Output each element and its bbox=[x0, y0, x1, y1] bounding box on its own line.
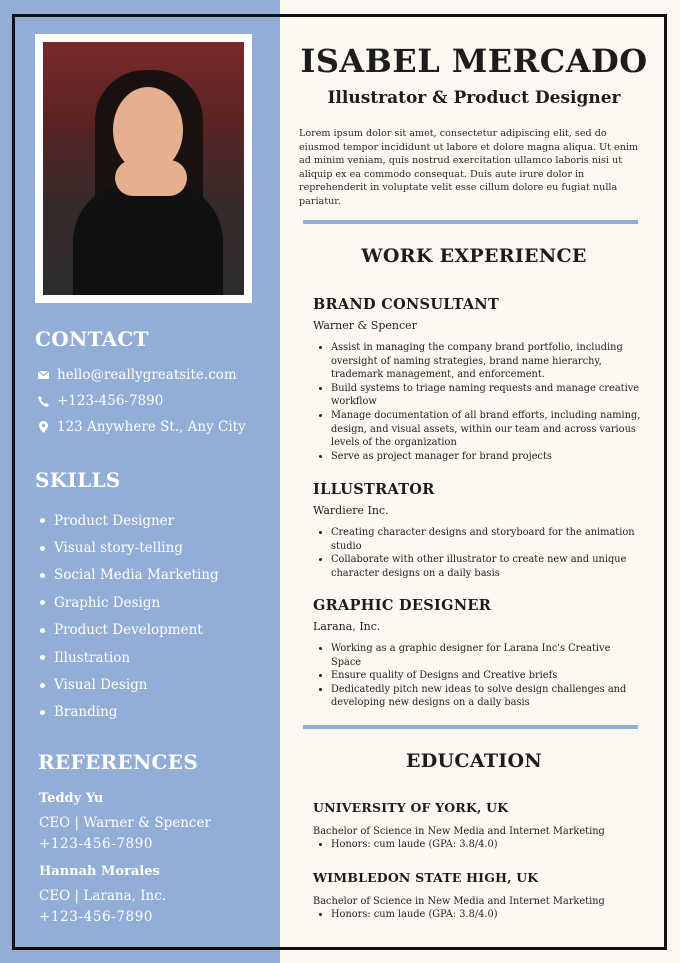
job-bullet: • Build systems to triage naming requests and manage creative workflow bbox=[331, 382, 643, 409]
honors: • Honors: cum laude (GPA: 3.8/4.0) bbox=[331, 908, 643, 922]
address-text: 123 Anywhere St., Any City bbox=[57, 419, 246, 435]
job-company: Warner & Spencer bbox=[313, 319, 417, 332]
education-heading: EDUCATION bbox=[406, 750, 542, 772]
honors: • Honors: cum laude (GPA: 3.8/4.0) bbox=[331, 838, 643, 852]
job-title: BRAND CONSULTANT bbox=[313, 296, 500, 313]
job-title: ILLUSTRATOR bbox=[313, 481, 435, 498]
job-bullet: • Manage documentation of all brand efforts, including naming, design, and visual assets, within our team and across various levels of the organization bbox=[331, 409, 643, 450]
skill-item: Product Designer bbox=[40, 507, 219, 534]
job-bullet: • Serve as project manager for brand projects bbox=[331, 450, 643, 464]
skill-item: Social Media Marketing bbox=[40, 562, 219, 589]
job-bullet: • Creating character designs and storyboard for the animation studio bbox=[331, 526, 643, 553]
skill-item: Visual Design bbox=[40, 671, 219, 698]
job-bullet: • Assist in managing the company brand portfolio, including oversight of naming strategies, brand name hierarchy, trademark management, and enforcement. bbox=[331, 341, 643, 382]
reference-phone: +123-456-7890 bbox=[39, 909, 154, 925]
job-bullet: • Ensure quality of Designs and Creative briefs bbox=[331, 669, 643, 683]
reference-phone: +123-456-7890 bbox=[39, 836, 154, 852]
job-bullet: • Collaborate with other illustrator to create new and unique character designs on a daily basis bbox=[331, 553, 643, 580]
reference-title: CEO | Warner & Spencer bbox=[39, 815, 211, 831]
reference-title: CEO | Larana, Inc. bbox=[39, 888, 167, 904]
reference-name: Hannah Morales bbox=[39, 864, 160, 879]
reference-name: Teddy Yu bbox=[39, 791, 104, 806]
job-title: GRAPHIC DESIGNER bbox=[313, 597, 492, 614]
school-name: UNIVERSITY OF YORK, UK bbox=[313, 800, 509, 815]
page-border bbox=[12, 14, 667, 950]
job-company: Larana, Inc. bbox=[313, 620, 381, 633]
school-name: WIMBLEDON STATE HIGH, UK bbox=[313, 870, 539, 885]
skill-item: Visual story-telling bbox=[40, 534, 219, 561]
work-experience-heading: WORK EXPERIENCE bbox=[361, 245, 587, 267]
email-text: hello@reallygreatsite.com bbox=[57, 367, 237, 383]
job-bullet: • Working as a graphic designer for Larana Inc's Creative Space bbox=[331, 642, 643, 669]
degree: Bachelor of Science in New Media and Internet Marketing bbox=[313, 826, 605, 837]
phone-text: +123-456-7890 bbox=[57, 393, 164, 409]
job-company: Wardiere Inc. bbox=[313, 504, 389, 517]
degree: Bachelor of Science in New Media and Internet Marketing bbox=[313, 896, 605, 907]
skill-item: Branding bbox=[40, 699, 219, 726]
skills-heading: SKILLS bbox=[35, 468, 121, 492]
contact-heading: CONTACT bbox=[35, 327, 149, 351]
references-heading: REFERENCES bbox=[38, 750, 199, 774]
skill-item: Graphic Design bbox=[40, 589, 219, 616]
candidate-role: Illustrator & Product Designer bbox=[327, 88, 621, 108]
skill-item: Illustration bbox=[40, 644, 219, 671]
job-bullet: • Dedicatedly pitch new ideas to solve design challenges and developing new designs on a daily basis bbox=[331, 683, 643, 710]
candidate-name: ISABEL MERCADO bbox=[300, 42, 648, 80]
intro-paragraph: Lorem ipsum dolor sit amet, consectetur adipiscing elit, sed do eiusmod tempor incididunt ut labore et dolore magna aliqua. Ut enim ad minim veniam, quis nostrud exercitation ullamco laboris nisi ut aliquip ex ea commodo consequat. Duis aute irure dolor in reprehenderit in voluptate velit esse cillum dolore eu fugiat nulla pariatur. bbox=[299, 128, 639, 207]
skill-item: Product Development bbox=[40, 617, 219, 644]
